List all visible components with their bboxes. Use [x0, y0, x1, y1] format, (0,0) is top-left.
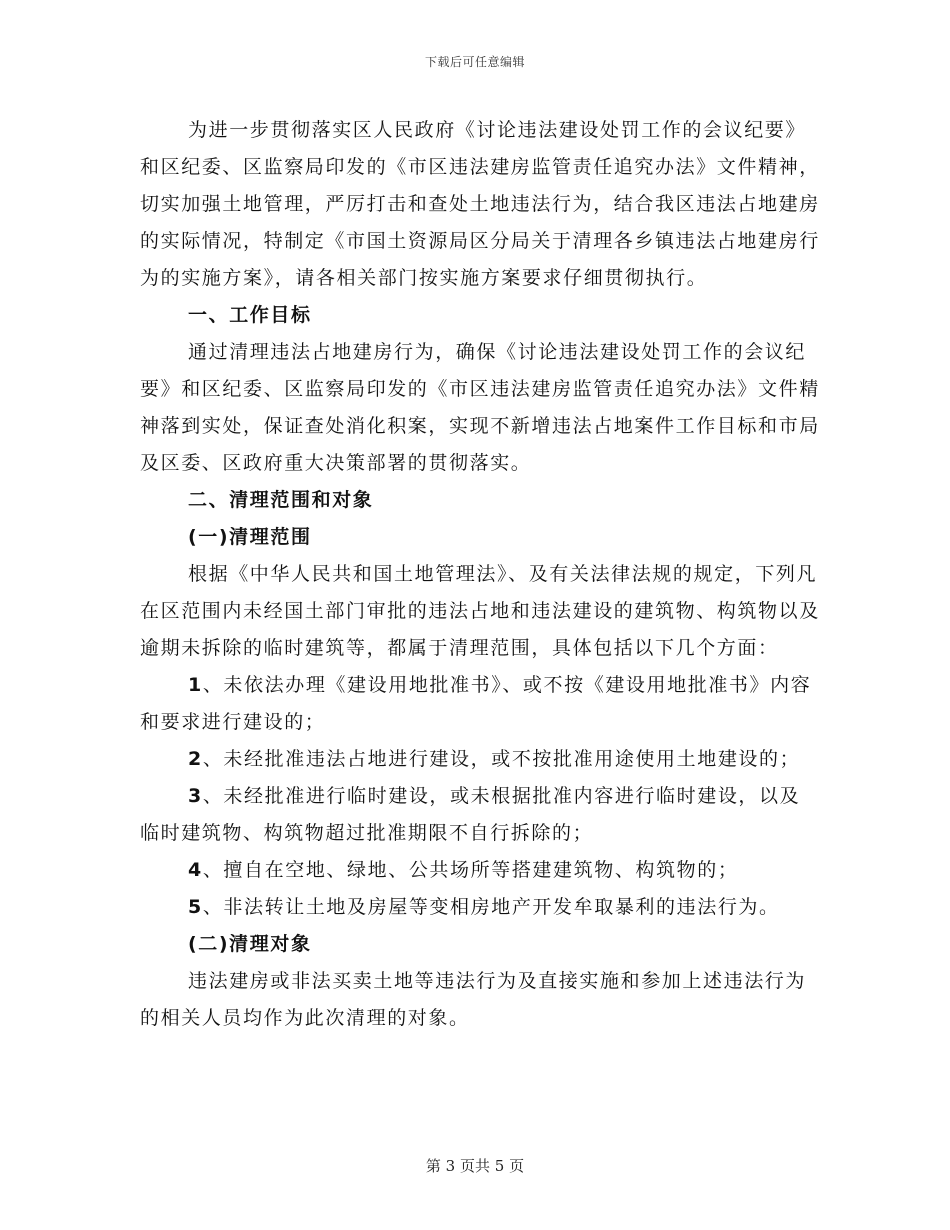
list-item-text: 、未经批准进行临时建设，或未根据批准内容进行临时建设，以及临时建筑物、构筑物超过批准期限不自行拆除的；: [140, 785, 801, 844]
list-item-number: 4: [188, 859, 203, 881]
section-1-paragraph: 通过清理违法占地建房行为，确保《讨论违法建设处罚工作的会议纪要》和区纪委、区监察局印发的《市区违法建房监管责任追究办法》文件精神落到实处，保证查处消化积案，实现不新增违法占地案件工作目标和市局及区委、区政府重大决策部署的贯彻落实。: [140, 341, 820, 474]
list-item: [140, 778, 820, 852]
list-item: [140, 889, 820, 926]
list-item-number: 1: [188, 674, 203, 696]
list-item-number: 3: [188, 785, 203, 807]
list-item: [140, 741, 820, 778]
page-number: 第 3 页共 5 页: [425, 1157, 525, 1175]
list-item: [140, 667, 820, 741]
intro-paragraph: 为进一步贯彻落实区人民政府《讨论违法建设处罚工作的会议纪要》和区纪委、区监察局印发的《市区违法建房监管责任追究办法》文件精神，切实加强土地管理，严厉打击和查处土地违法行为，结合我区违法占地建房的实际情况，特制定《市国土资源局区分局关于清理各乡镇违法占地建房行为的实施方案》，请各相关部门按实施方案要求仔细贯彻执行。: [140, 119, 820, 289]
list-item-text: 、擅自在空地、绿地、公共场所等搭建建筑物、构筑物的；: [202, 859, 739, 881]
subsection-1-paragraph: 根据《中华人民共和国土地管理法》、及有关法律法规的规定，下列凡在区范围内未经国土部门审批的违法占地和违法建设的建筑物、构筑物以及逾期未拆除的临时建筑等，都属于清理范围，具体包括以下几个方面：: [140, 563, 820, 659]
subsection-1-heading: (一)清理范围: [188, 526, 312, 548]
subsection-2-heading: (二)清理对象: [188, 933, 312, 955]
list-item-number: 2: [188, 748, 203, 770]
list-item-number: 5: [188, 896, 203, 918]
list-item-text: 、非法转让土地及房屋等变相房地产开发牟取暴利的违法行为。: [202, 896, 780, 918]
list-item-text: 、未依法办理《建设用地批准书》、或不按《建设用地批准书》内容和要求进行建设的；: [140, 674, 812, 733]
section-1-heading: 一、工作目标: [188, 304, 312, 326]
header-note: 下载后可任意编辑: [424, 55, 525, 69]
list-item-text: 、未经批准违法占地进行建设，或不按批准用途使用土地建设的；: [202, 748, 801, 770]
document-body: [140, 112, 820, 1037]
subsection-2-paragraph: 违法建房或非法买卖土地等违法行为及直接实施和参加上述违法行为的相关人员均作为此次清理的对象。: [140, 970, 807, 1029]
section-2-heading: 二、清理范围和对象: [188, 489, 374, 511]
list-item: [140, 852, 820, 889]
